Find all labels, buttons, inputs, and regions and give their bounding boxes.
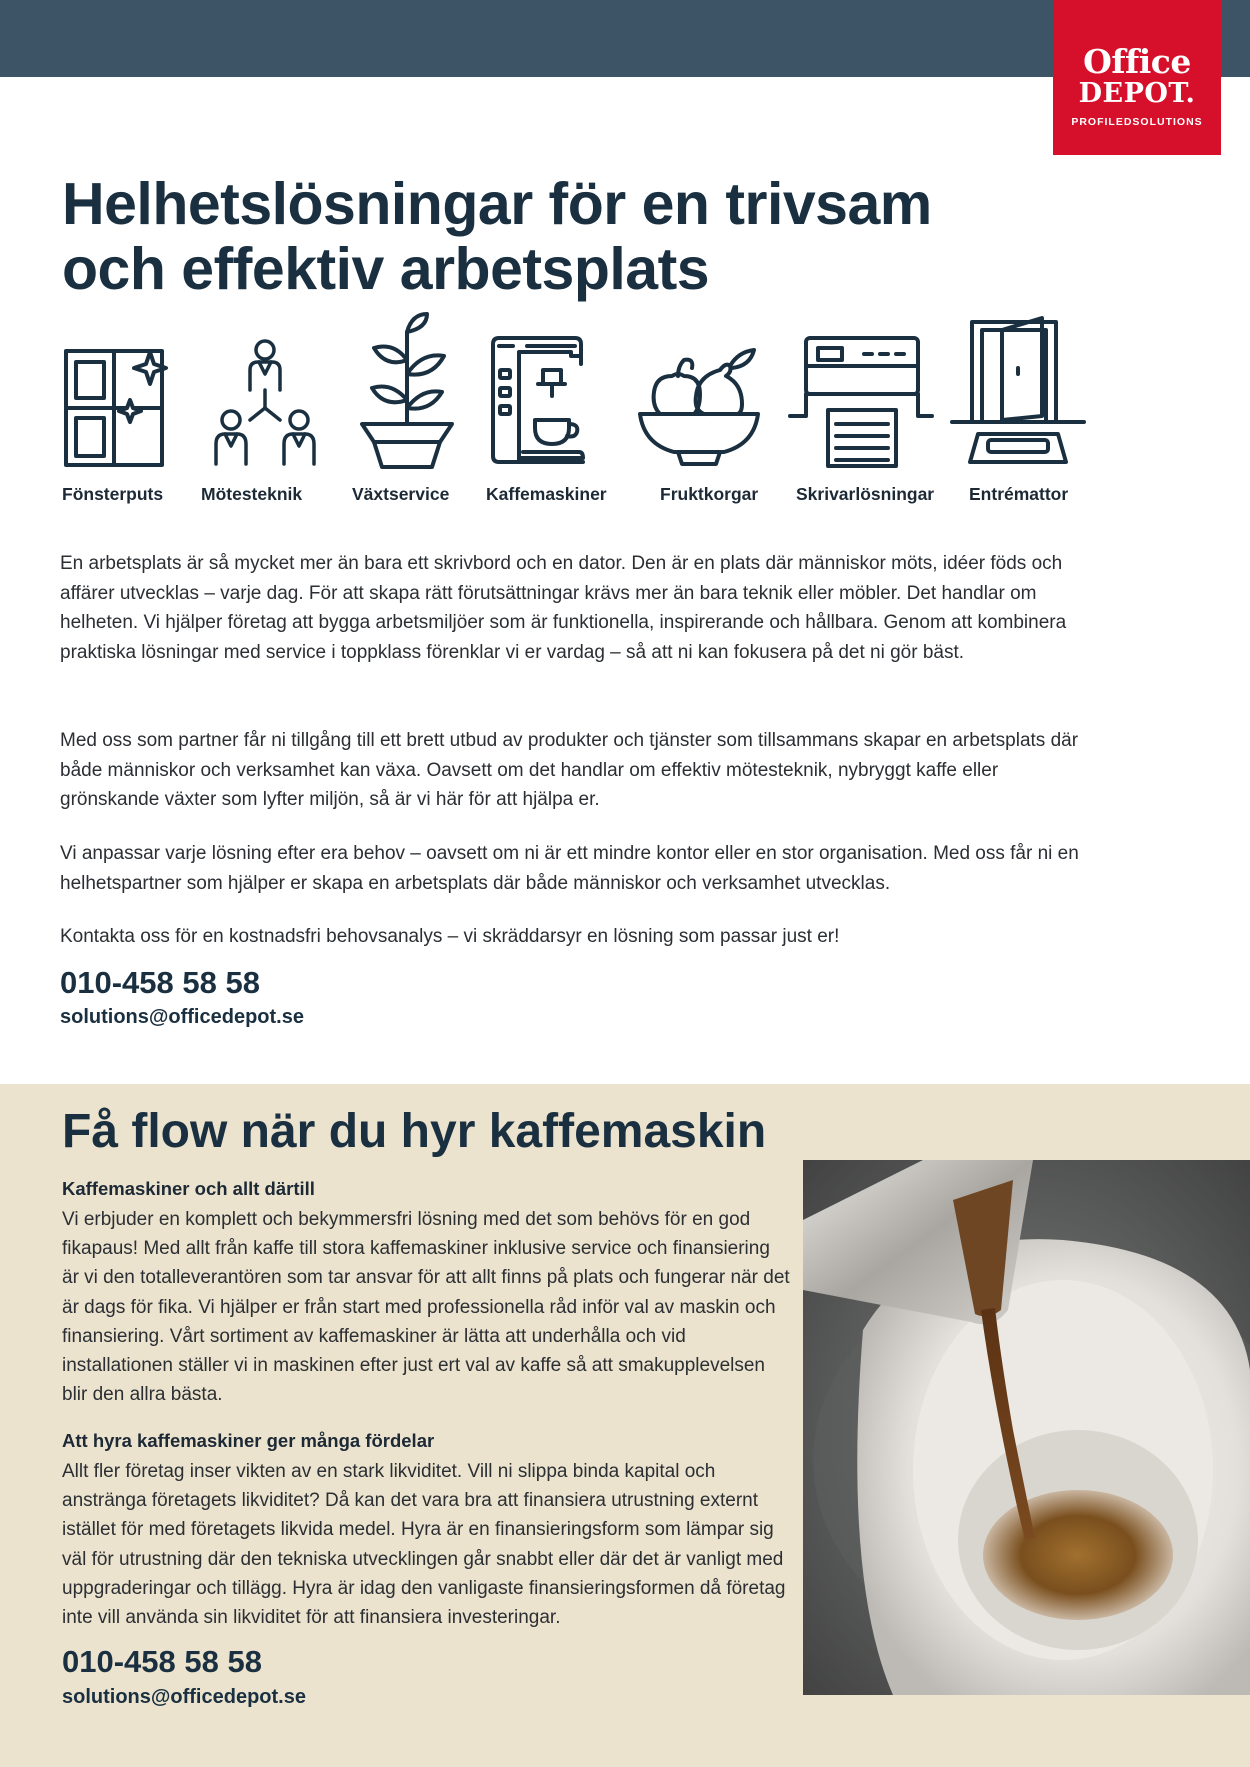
page-title: Helhetslösningar för en trivsam och effektiv arbetsplats xyxy=(62,171,932,302)
logo-tagline: PROFILEDSOLUTIONS xyxy=(1071,116,1203,128)
service-label-fruit: Fruktkorgar xyxy=(660,484,759,504)
printer-icon xyxy=(784,312,934,472)
office-depot-logo[interactable] xyxy=(1053,0,1221,155)
intro-email-link[interactable]: solutions@officedepot.se xyxy=(60,1006,304,1028)
meeting-people-icon xyxy=(200,312,330,472)
service-label-doormat: Entrémattor xyxy=(969,484,1069,504)
door-mat-icon xyxy=(948,312,1088,472)
services-icon-row xyxy=(50,312,1100,512)
intro-paragraph-2: Med oss som partner får ni tillgång till ett brett utbud av produkter och tjänster som tillsammans skapar en arbetsplats där både människor och verksamhet kan växa. Oavsett om det handlar om effektiv mötesteknik, nybryggt kaffe eller grönskande växter som lyfter miljön, så är vi här för att hjälpa er. xyxy=(60,730,1079,810)
logo-wordmark-office: Office xyxy=(1083,42,1191,81)
coffee-phone-number[interactable]: 010-458 58 58 xyxy=(62,1644,262,1679)
service-label-plant: Växtservice xyxy=(352,484,450,504)
intro-paragraph-3: Vi anpassar varje lösning efter era behov – oavsett om ni är ett mindre kontor eller en stor organisation. Med oss får ni en helhetspartner som hjälper er skapa en arbetsplats där både människor och verksamhet utvecklas. xyxy=(60,843,1079,894)
fruit-bowl-icon xyxy=(634,312,764,472)
coffee-paragraph-1: Vi erbjuder en komplett och bekymmersfri lösning med det som behövs för en god fikapaus! Med allt från kaffe till stora kaffemaskiner inklusive service och finansiering är vi den totalleverantören som tar ansvar för att allt finns på plats och fungerar när det är dags för fika. Vi hjälper er från start med professionella råd inför val av maskin och finansiering. Vårt sortiment av kaffemaskiner är lätta att underhålla och vid installationen ställer vi in maskinen efter just ert val av kaffe så att smakupplevelsen blir den allra bästa. xyxy=(62,1209,790,1406)
coffee-machine-icon xyxy=(483,312,593,472)
intro-paragraph-4: Kontakta oss för en kostnadsfri behovsanalys – vi skräddarsyr en lösning som passar just er! xyxy=(60,926,840,947)
intro-phone-number[interactable]: 010-458 58 58 xyxy=(60,965,260,1000)
potted-plant-icon xyxy=(352,312,462,472)
coffee-pour-photo xyxy=(803,1160,1250,1695)
service-label-coffee: Kaffemaskiner xyxy=(486,484,607,504)
coffee-email-link[interactable]: solutions@officedepot.se xyxy=(62,1686,306,1708)
coffee-section-title: Få flow när du hyr kaffemaskin xyxy=(62,1105,767,1158)
service-label-meeting: Mötesteknik xyxy=(201,484,303,504)
coffee-subheading-1: Kaffemaskiner och allt därtill xyxy=(62,1178,315,1199)
service-label-printer: Skrivarlösningar xyxy=(796,484,935,504)
service-label-window: Fönsterputs xyxy=(62,484,164,504)
coffee-paragraph-2: Allt fler företag inser vikten av en stark likviditet. Vill ni slippa binda kapital och anstränga företagets likviditet? Då kan det vara bra att finansiera utrustning externt istället för med företagets likvida medel. Hyra är en finansieringsform som lämpar sig väl för utrustning där den tekniska utvecklingen går snabbt eller där det är vanligt med uppgraderingar och tillägg. Hyra är idag den vanligaste finansieringsformen då företag inte vill använda sin likviditet för att finansiera investeringar. xyxy=(62,1461,786,1629)
window-sparkle-icon xyxy=(50,312,180,472)
coffee-subheading-2: Att hyra kaffemaskiner ger många fördelar xyxy=(62,1430,435,1451)
logo-wordmark-depot: DEPOT. xyxy=(1078,78,1196,109)
intro-paragraph-1: En arbetsplats är så mycket mer än bara ett skrivbord och en dator. Den är en plats där människor möts, idéer föds och affärer utvecklas – varje dag. För att skapa rätt förutsättningar krävs mer än bara teknik eller möbler. Det handlar om helheten. Vi hjälper företag att bygga arbetsmiljöer som är funktionella, inspirerande och hållbara. Genom att kombinera praktiska lösningar med service i toppklass förenklar vi er vardag – så att ni kan fokusera på det ni gör bäst. xyxy=(60,553,1067,663)
